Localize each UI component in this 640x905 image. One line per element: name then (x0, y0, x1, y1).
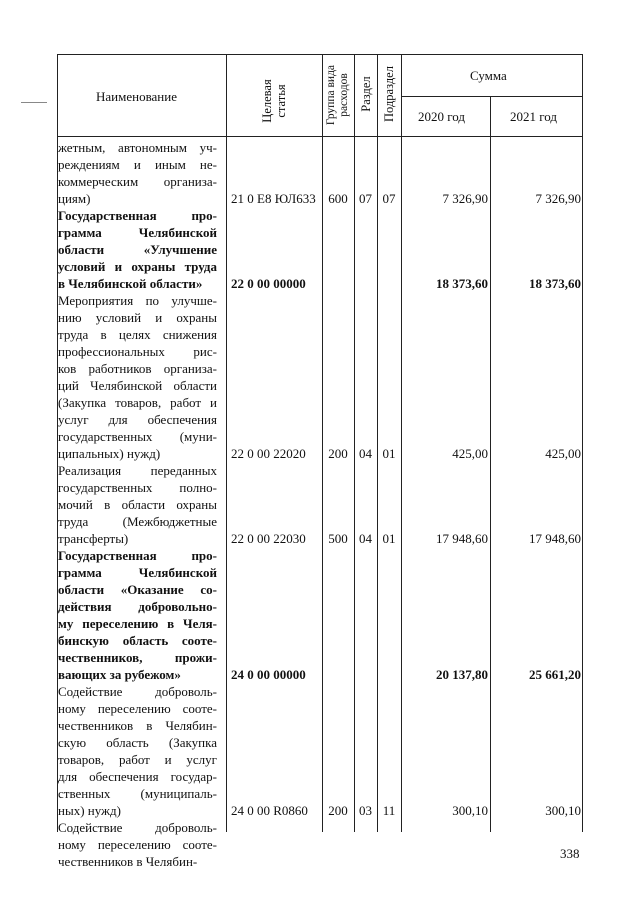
row-sum-2021: 7 326,90 (535, 191, 581, 206)
row-name-line: циям) (58, 191, 91, 206)
row-name-line: действия добровольно- (58, 599, 217, 614)
margin-mark (21, 102, 47, 103)
row-name-line: скую область (Закупка (58, 735, 217, 750)
row-name-line: условий и охраны труда (58, 259, 217, 274)
table-top-border (57, 54, 582, 55)
row-name-line: вающих за рубежом» (58, 667, 181, 682)
col-border-name (226, 54, 227, 832)
row-target-code: 24 0 00 R0860 (231, 803, 308, 818)
row-subsection: 11 (382, 803, 396, 818)
col-border-target (322, 54, 323, 832)
row-name-line: коммерческим организа- (58, 174, 217, 189)
row-sum-2020: 425,00 (452, 446, 488, 461)
row-sum-2020: 18 373,60 (436, 276, 488, 291)
row-sum-2020: 7 326,90 (442, 191, 488, 206)
col-border-year (490, 96, 491, 832)
page-number: 338 (560, 846, 580, 861)
row-subsection: 01 (382, 531, 396, 546)
row-name-line: нию условий и охраны (58, 310, 217, 325)
row-name-line: ному переселению соотe- (58, 701, 217, 716)
row-target-code: 22 0 00 00000 (231, 276, 306, 291)
row-sum-2021: 18 373,60 (529, 276, 581, 291)
row-target-code: 22 0 00 22030 (231, 531, 306, 546)
row-name-line: жетным, автономным уч- (58, 140, 217, 155)
row-name-line: чественников в Челябин- (58, 718, 217, 733)
row-name-line: ному переселению соотe- (58, 837, 217, 852)
row-name-line: ципальных) нужд) (58, 446, 161, 461)
header-target-line1: Целевая (260, 79, 274, 123)
row-sum-2021: 425,00 (545, 446, 581, 461)
row-target-code: 22 0 00 22020 (231, 446, 306, 461)
header-group-line2: расходов (338, 73, 350, 117)
header-year-2020: 2020 год (418, 109, 465, 124)
row-group: 500 (328, 531, 348, 546)
row-target-code: 24 0 00 00000 (231, 667, 306, 682)
row-sum-2021: 25 661,20 (529, 667, 581, 682)
header-section: Раздел (359, 76, 373, 112)
row-name-line: бинскую область соотe- (58, 633, 217, 648)
row-name-line: области «Оказание со- (58, 582, 217, 597)
row-name-line: Реализация переданных (58, 463, 217, 478)
row-sum-2020: 20 137,80 (436, 667, 488, 682)
row-name (58, 207, 217, 292)
row-name (58, 139, 217, 207)
row-name (58, 819, 217, 870)
row-name-line: Государственная про- (58, 208, 217, 223)
row-name-line: ций Челябинской области (58, 378, 217, 393)
row-name-line: ков работников организа- (58, 361, 217, 376)
row-name-line: (Закупка товаров, работ и (58, 395, 217, 410)
row-name-line: му переселению в Челя- (58, 616, 217, 631)
row-name-line: для обеспечения государ- (58, 769, 217, 784)
sum-divider (401, 96, 582, 97)
row-name-line: Содействие доброволь- (58, 684, 217, 699)
row-name-line: Мероприятия по улучше- (58, 293, 217, 308)
header-group (325, 55, 351, 135)
row-section: 04 (359, 531, 372, 546)
row-name-line: чественников, прожи- (58, 650, 217, 665)
row-name (58, 462, 217, 547)
row-group: 200 (328, 803, 348, 818)
row-name-line: товаров, работ и услуг (58, 752, 217, 767)
header-group-line1: Группа вида (325, 64, 337, 126)
row-sum-2020: 300,10 (452, 803, 488, 818)
row-section: 03 (359, 803, 372, 818)
header-target (260, 61, 288, 141)
row-group: 200 (328, 446, 348, 461)
row-name-line: услуг для обеспечения (58, 412, 217, 427)
row-name-line: Содействие доброволь- (58, 820, 217, 835)
row-target-code: 21 0 E8 ЮЛ633 (231, 191, 316, 206)
row-name-line: Государственная про- (58, 548, 217, 563)
row-sum-2021: 17 948,60 (529, 531, 581, 546)
row-section: 07 (359, 191, 372, 206)
row-name-line: трансферты) (58, 531, 129, 546)
col-border-section (377, 54, 378, 832)
header-name: Наименование (96, 89, 177, 104)
col-border-right (582, 54, 583, 832)
row-name-line: государственных (муни- (58, 429, 217, 444)
row-subsection: 07 (382, 191, 396, 206)
row-name-line: в Челябинской области» (58, 276, 203, 291)
row-name (58, 683, 217, 819)
row-name-line: ственных (муниципаль- (58, 786, 217, 801)
col-border-group (354, 54, 355, 832)
row-section: 04 (359, 446, 372, 461)
row-name-line: ных) нужд) (58, 803, 121, 818)
col-border-subsection (401, 54, 402, 832)
row-group: 600 (328, 191, 348, 206)
row-name-line: реждениям и иным не- (58, 157, 217, 172)
row-sum-2021: 300,10 (545, 803, 581, 818)
row-name-line: грамма Челябинской (58, 225, 217, 240)
row-sum-2020: 17 948,60 (436, 531, 488, 546)
header-sum: Сумма (470, 68, 507, 83)
header-subsection: Подраздел (382, 66, 396, 122)
row-name-line: государственных полно- (58, 480, 217, 495)
header-bottom-border (57, 136, 582, 137)
row-name-line: чественников в Челябин- (58, 854, 198, 869)
row-name-line: области «Улучшение (58, 242, 217, 257)
row-name-line: грамма Челябинской (58, 565, 217, 580)
row-name-line: мочий в области охраны (58, 497, 217, 512)
header-year-2021: 2021 год (510, 109, 557, 124)
row-name-line: труда в целях снижения (58, 327, 217, 342)
header-target-line2: статья (274, 84, 288, 118)
row-name-line: профессиональных рис- (58, 344, 217, 359)
row-name (58, 547, 217, 683)
row-name-line: труда (Межбюджетные (58, 514, 217, 529)
row-subsection: 01 (382, 446, 396, 461)
row-name (58, 292, 217, 462)
